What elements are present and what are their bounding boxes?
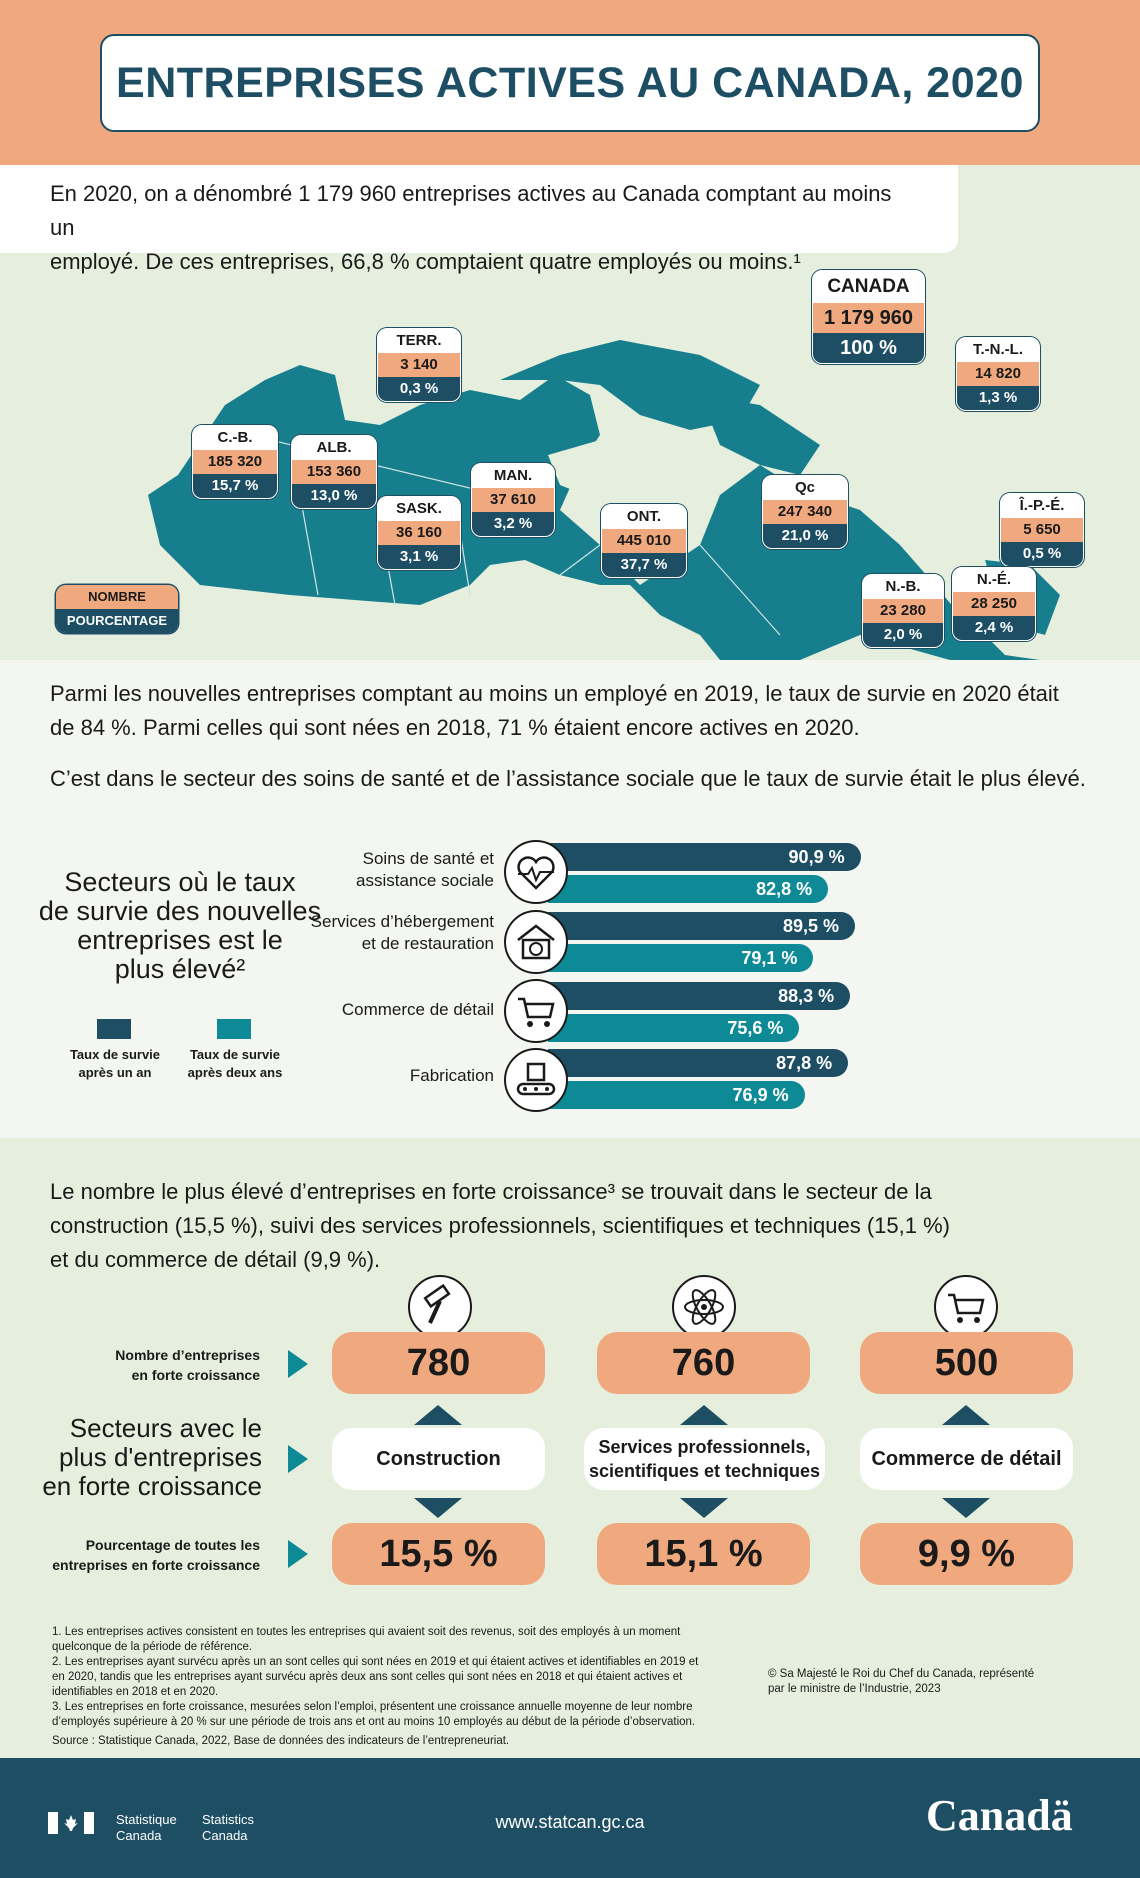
province-name: Qc [794,479,815,496]
province-box-qc [762,475,848,549]
up-triangle-icon [942,1405,990,1425]
growth-sector-professional [584,1428,825,1490]
row-label-percent [20,1535,260,1575]
growth-count-construction: 780 [332,1332,545,1394]
province-number: 153 360 [292,460,376,484]
province-number: 247 340 [763,500,847,524]
down-triangle-icon [680,1498,728,1518]
legend-percent-label: POURCENTAGE [56,609,178,633]
province-box-man [471,463,555,537]
canada-name: CANADA [827,276,910,297]
growth-sector-name: Commerce de détail [871,1448,1062,1470]
growth-sector-name [589,1435,820,1483]
province-percent: 37,7 % [602,553,686,577]
province-name: TERR. [396,332,442,349]
canada-total-box [812,270,925,364]
province-box-sask [377,496,461,570]
province-name: ONT. [626,508,662,525]
up-triangle-icon [680,1405,728,1425]
province-box-nb [862,574,944,648]
hammer-icon [408,1275,472,1339]
legend-two-years-swatch [217,1019,251,1039]
province-number: 36 160 [378,521,460,545]
statcan-en-line-2: Canada [202,1828,248,1843]
province-number: 445 010 [602,529,686,553]
province-name: N.-B. [885,578,921,595]
growth-count-retail: 500 [860,1332,1073,1394]
row-arrow-icon [288,1445,308,1473]
province-name: SASK. [396,500,442,517]
intro-box [0,165,958,274]
footnote-source: Source : Statistique Canada, 2022, Base de données des indicateurs de l’entrepreneuriat. [52,1735,510,1747]
statcan-website-link[interactable]: www.statcan.gc.ca [495,1812,645,1832]
province-number: 185 320 [193,450,277,474]
bar-two-years: 75,6 % [548,1014,799,1042]
growth-sector-name: Construction [376,1448,501,1470]
survival-title-line-2: de survie des nouvelles [38,896,322,926]
sector-label: Soins de santé et assistance sociale [356,849,494,890]
bar-two-years: 79,1 % [548,944,813,972]
province-percent: 13,0 % [292,484,376,508]
growth-line-2: construction (15,5 %), suivi des services professionnels, scientifiques et techniques (15,1 %) [50,1213,950,1238]
canada-wordmark: Canadä [926,1791,1073,1840]
statcan-en-label [202,1812,254,1844]
footnote-1-line-1: 1. Les entreprises actives consistent en toutes les entreprises qui avaient soit des revenus, soit des employés à un moment [52,1626,681,1638]
row-arrow-icon [288,1350,308,1378]
bar-one-year: 89,5 % [548,912,855,940]
growth-percent-retail: 9,9 % [860,1523,1073,1585]
province-number: 28 250 [953,592,1035,616]
conveyor-box-icon [504,1048,568,1112]
province-box-bc [192,425,278,499]
province-percent: 3,2 % [472,512,554,536]
footnotes [52,1625,752,1749]
survival-title-line-4: plus élevé² [114,954,246,984]
canada-number: 1 179 960 [813,303,924,333]
footnote-3-line-1: 3. Les entreprises en forte croissance, mesurées selon l’emploi, présentent une croissance annuelle moyenne de leur nombre [52,1701,693,1713]
growth-paragraph [50,1175,1050,1277]
province-percent: 15,7 % [193,474,277,498]
sector-label: Services d’hébergement et de restauration [310,912,494,953]
province-name: N.-É. [976,571,1012,588]
growth-sector-retail [860,1428,1073,1490]
row-label-percent-line-2: entreprises en forte croissance [52,1557,260,1573]
province-number: 3 140 [378,353,460,377]
shopping-cart-icon [934,1275,998,1339]
statcan-fr-line-1: Statistique [116,1812,177,1827]
legend-two-years-label: Taux de survie après deux ans [187,1047,283,1080]
copyright [768,1667,1108,1697]
growth-sectors-title [30,1414,262,1501]
canada-flag-icon [48,1812,94,1834]
title-box [100,34,1040,132]
page-title: ENTREPRISES ACTIVES AU CANADA, 2020 [116,58,1024,107]
footnote-3-line-2: d’employés supérieure à 20 % sur une période de trois ans et ont au moins 10 employés au début de la période d’observation. [52,1716,696,1728]
growth-sector-construction [332,1428,545,1490]
province-box-terr [377,328,461,402]
bar-one-year: 90,9 % [548,843,861,871]
bar-one-year: 88,3 % [548,982,850,1010]
survival-title-line-1: Secteurs où le taux [64,867,296,897]
map-legend [56,585,178,633]
row-label-percent-line-1: Pourcentage de toutes les [85,1537,260,1553]
growth-line-1: Le nombre le plus élevé d’entreprises en forte croissance³ se trouvait dans le secteur de la [50,1179,932,1204]
growth-percent-construction: 15,5 % [332,1523,545,1585]
copyright-line-2: par le ministre de l’Industrie, 2023 [768,1683,941,1695]
province-percent: 2,4 % [953,616,1035,640]
statcan-fr-line-2: Canada [116,1828,162,1843]
baffin-island-shape [700,395,820,475]
province-name: C.-B. [217,429,253,446]
province-name: ALB. [316,439,352,456]
province-box-alb [291,435,377,509]
growth-count-professional: 760 [597,1332,810,1394]
province-box-nl [956,337,1040,411]
bar-two-years: 82,8 % [548,875,828,903]
down-triangle-icon [942,1498,990,1518]
province-number: 14 820 [957,362,1039,386]
province-number: 5 650 [1001,518,1083,542]
down-triangle-icon [414,1498,462,1518]
province-box-ns [952,567,1036,641]
province-name: Î.-P.-É. [1019,497,1065,514]
growth-title-line-1: Secteurs avec le [69,1413,262,1443]
growth-line-3: et du commerce de détail (9,9 %). [50,1247,381,1272]
province-name: MAN. [493,467,533,484]
bar-two-years: 76,9 % [548,1081,805,1109]
growth-title-line-2: plus d'entreprises [59,1442,262,1472]
intro-line-1: En 2020, on a dénombré 1 179 960 entreprises actives au Canada comptant au moins un [50,181,892,240]
row-label-count-line-2: en forte croissance [131,1367,260,1383]
footnote-2-line-3: identifiables en 2018 et en 2020. [52,1686,219,1698]
footnote-2-line-2: en 2020, tandis que les entreprises ayant survécu après deux ans sont celles qui sont nées en 2018 et qui étaient actives et [52,1671,683,1683]
sector-label: Commerce de détail [341,1000,494,1019]
growth-title-line-3: en forte croissance [42,1471,262,1501]
province-number: 23 280 [863,599,943,623]
sector-label: Fabrication [409,1066,494,1085]
growth-sector-name-line-1: Services professionnels, [598,1437,811,1457]
footnote-2-line-1: 2. Les entreprises ayant survécu après un an sont celles qui sont nées en 2019 et qui étaient actives et identifiables en 2019 et [52,1656,699,1668]
province-percent: 3,1 % [378,545,460,569]
survival-paragraph-1 [50,677,1110,745]
growth-sector-name-line-2: scientifiques et techniques [588,1461,821,1481]
house-plate-icon [504,910,568,974]
province-name: T.-N.-L. [973,341,1023,358]
statcan-en-line-1: Statistics [202,1812,255,1827]
legend-one-year-label: Taux de survie après un an [69,1047,161,1080]
intro-line-2: employé. De ces entreprises, 66,8 % comptaient quatre employés ou moins.¹ [50,249,801,274]
growth-percent-professional: 15,1 % [597,1523,810,1585]
province-percent: 0,3 % [378,377,460,401]
province-box-pei [1000,493,1084,567]
shopping-cart-icon [504,979,568,1043]
legend-number-label: NOMBRE [56,585,178,609]
province-percent: 21,0 % [763,524,847,548]
province-percent: 2,0 % [863,623,943,647]
province-percent: 0,5 % [1001,542,1083,566]
province-box-ont [601,504,687,578]
row-label-count [40,1345,260,1385]
canada-percent: 100 % [813,333,924,363]
row-arrow-icon [288,1540,308,1568]
province-number: 37 610 [472,488,554,512]
up-triangle-icon [414,1405,462,1425]
survival-p1-line-2: de 84 %. Parmi celles qui sont nées en 2018, 71 % étaient encore actives en 2020. [50,715,860,740]
statcan-fr-label [116,1812,177,1844]
copyright-line-1: © Sa Majesté le Roi du Chef du Canada, représenté [768,1668,1035,1680]
survival-p1-line-1: Parmi les nouvelles entreprises comptant au moins un employé en 2019, le taux de survie en 2020 était [50,681,1059,706]
intro-text [50,177,908,279]
survival-paragraph-2: C’est dans le secteur des soins de santé et de l’assistance sociale que le taux de survie était le plus élevé. [50,766,1086,791]
province-percent: 1,3 % [957,386,1039,410]
atom-icon [672,1275,736,1339]
legend-one-year-swatch [97,1019,131,1039]
survival-title-line-3: entreprises est le [77,925,283,955]
bar-one-year: 87,8 % [548,1049,848,1077]
row-label-count-line-1: Nombre d’entreprises [115,1347,260,1363]
footnote-1-line-2: quelconque de la période de référence. [52,1641,253,1653]
survival-chart-title [30,868,330,984]
heart-pulse-icon [504,840,568,904]
